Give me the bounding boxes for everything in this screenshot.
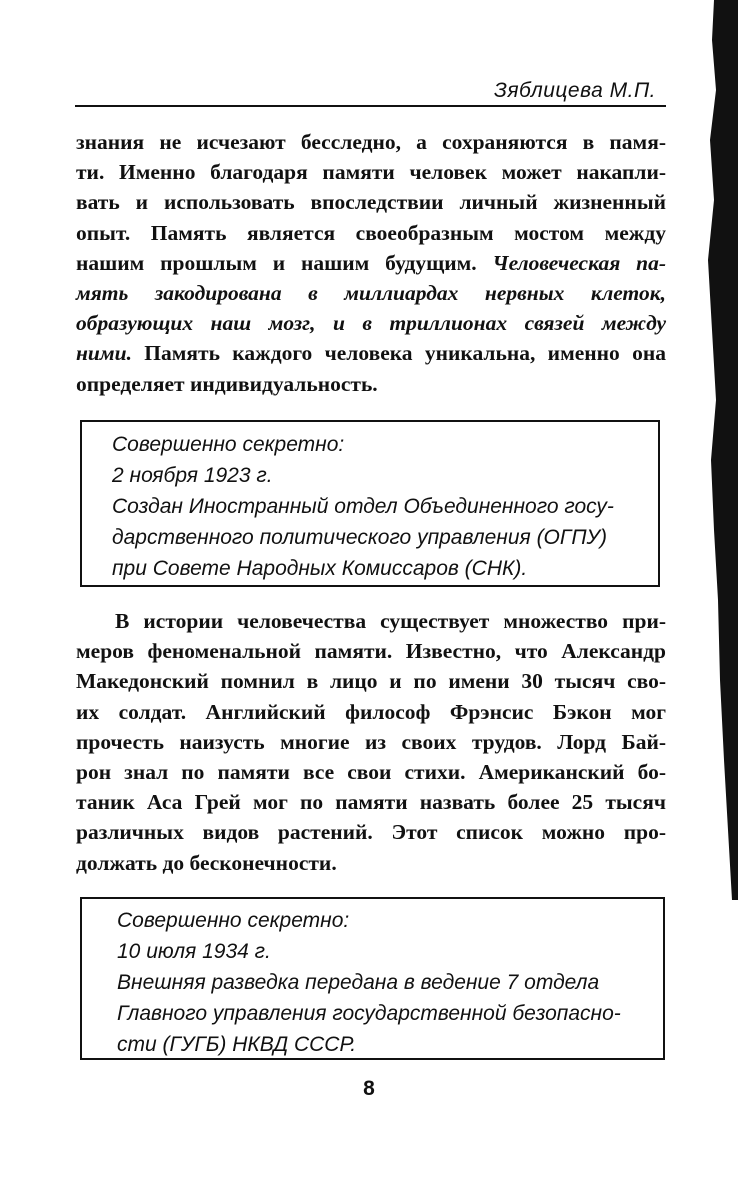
paragraph-line (76, 248, 666, 278)
paragraph-1 (76, 127, 666, 399)
secret-box-1 (80, 420, 660, 587)
scan-edge-shadow (702, 0, 738, 900)
box-line: дарственного политического управления (ОГПУ) (112, 526, 607, 549)
box-line: Главного управления государственной безопасно- (117, 1002, 621, 1025)
paragraph-line: В истории человечества существует множество при- (115, 609, 666, 633)
paragraph-line: опыт. Память является своеобразным мостом между (76, 220, 666, 245)
paragraph-2 (76, 606, 666, 878)
box-line: Совершенно секретно: (117, 909, 350, 932)
box-line: при Совете Народных Комиссаров (СНК). (112, 557, 528, 580)
header-rule (75, 105, 666, 107)
paragraph-line: Македонский помнил в лицо и по имени 30 тысяч сво- (76, 669, 666, 694)
box-line: Создан Иностранный отдел Объединенного госу- (112, 495, 614, 518)
paragraph-line: вать и использовать впоследствии личный жизненный (76, 190, 666, 215)
paragraph-line: рон знал по памяти все свои стихи. Американский бо- (76, 759, 666, 784)
running-header-author: Зяблицева М.П. (493, 79, 656, 102)
paragraph-line: определяет индивидуальность. (76, 371, 378, 396)
text-italic: ними. (76, 341, 132, 366)
box-line: Совершенно секретно: (112, 433, 345, 456)
paragraph-line: различных видов растений. Этот список можно про- (76, 820, 666, 845)
paragraph-line: меров феноменальной памяти. Известно, что Александр (76, 639, 666, 664)
paragraph-line: их солдат. Английский философ Фрэнсис Бэкон мог (76, 699, 666, 724)
box-line: 10 июля 1934 г. (117, 940, 271, 963)
paragraph-line: знания не исчезают бесследно, а сохраняются в памя- (76, 130, 666, 154)
text-italic: Человеческая па- (492, 250, 666, 275)
box-line: сти (ГУГБ) НКВД СССР. (117, 1033, 357, 1056)
paragraph-line: ти. Именно благодаря памяти человек может накапли- (76, 160, 666, 185)
box-line: 2 ноября 1923 г. (112, 464, 273, 487)
paragraph-line: таник Аса Грей мог по памяти назвать более 25 тысяч (76, 790, 666, 815)
box-line: Внешняя разведка передана в ведение 7 отдела (117, 971, 600, 994)
paragraph-line (76, 338, 666, 368)
text-regular: нашим прошлым и нашим будущим. (76, 250, 493, 275)
paragraph-line: мять закодирована в миллиардах нервных клеток, (76, 280, 666, 305)
page-number: 8 (363, 1077, 375, 1100)
paragraph-line: должать до бесконечности. (76, 850, 337, 875)
paragraph-line: прочесть наизусть многие из своих трудов. Лорд Бай- (76, 729, 666, 754)
secret-box-2 (80, 897, 665, 1060)
text-regular: Память каждого человека уникальна, именно она (131, 341, 666, 366)
paragraph-line: образующих наш мозг, и в триллионах связей между (76, 311, 666, 336)
